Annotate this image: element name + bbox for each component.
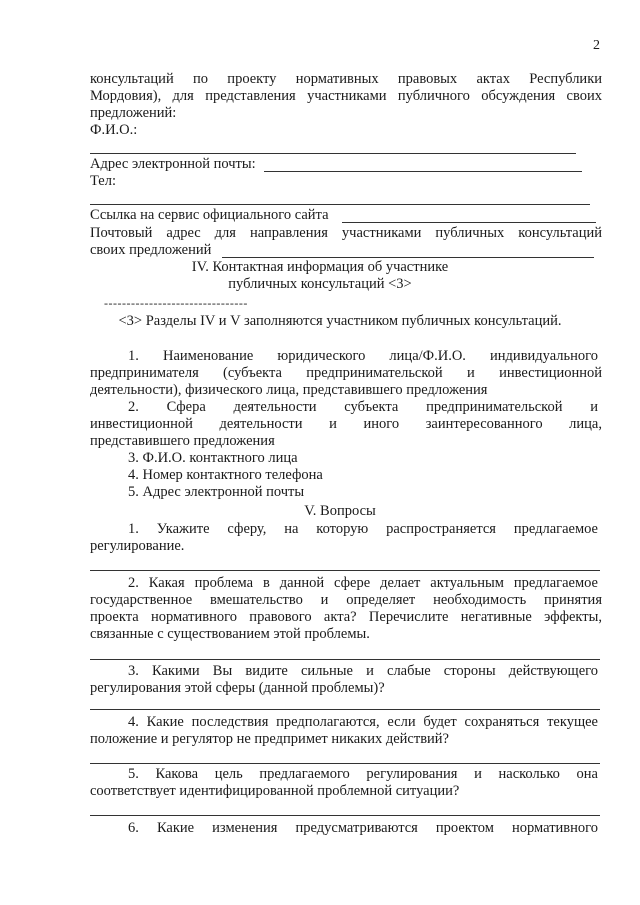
question: 3. Какими Вы видите сильные и слабые стороны действующего	[128, 663, 598, 679]
list-item: деятельности), физического лица, представившего предложения	[90, 382, 488, 398]
question: положение и регулятор не предпримет никаких действий?	[90, 731, 449, 747]
postal-label: Почтовый адрес для направления участниками публичных консультаций	[90, 225, 602, 241]
email-blank-line	[264, 171, 582, 172]
section-5-title: V. Вопросы	[304, 503, 376, 519]
answer-blank-line	[90, 709, 600, 710]
answer-blank-line	[90, 570, 600, 571]
answer-blank-line	[90, 763, 600, 764]
question: 1. Укажите сферу, на которую распространяется предлагаемое	[128, 521, 598, 537]
page-number: 2	[593, 38, 600, 53]
section-4-title: IV. Контактная информация об участнике	[191, 259, 449, 275]
list-item: инвестиционной деятельности и иного заинтересованного лица,	[90, 416, 602, 432]
section-4-title: публичных консультаций <3>	[228, 276, 412, 292]
list-item: предпринимателя (субъекта предпринимательской и инвестиционной	[90, 365, 602, 381]
phone-label: Тел:	[90, 173, 117, 189]
list-item: 2. Сфера деятельности субъекта предпринимательской и	[128, 399, 598, 415]
fio-label: Ф.И.О.:	[90, 122, 138, 138]
question: 5. Какова цель предлагаемого регулирования и насколько она	[128, 766, 598, 782]
question: регулирование.	[90, 538, 185, 554]
postal-label: своих предложений	[90, 242, 212, 258]
question: государственное вмешательство и определяет необходимость принятия	[90, 592, 602, 608]
site-link-blank-line	[342, 222, 596, 223]
question: 6. Какие изменения предусматриваются проектом нормативного	[128, 820, 598, 836]
question: проекта нормативного правового акта? Перечислите негативные эффекты,	[90, 609, 602, 625]
question: связанные с существованием этой проблемы.	[90, 626, 370, 642]
answer-blank-line	[90, 659, 600, 660]
list-item: 3. Ф.И.О. контактного лица	[128, 450, 298, 466]
list-item: 1. Наименование юридического лица/Ф.И.О. индивидуального	[128, 348, 598, 364]
intro-line: Мордовия), для представления участниками публичного обсуждения своих	[90, 88, 602, 104]
postal-blank-line	[222, 257, 594, 258]
intro-line: предложений:	[90, 105, 177, 121]
question: соответствует идентифицированной проблемной ситуации?	[90, 783, 460, 799]
phone-blank-line	[90, 204, 590, 205]
list-item: представившего предложения	[90, 433, 275, 449]
email-label: Адрес электронной почты:	[90, 156, 256, 172]
fio-blank-line	[90, 153, 576, 154]
footnote-separator: --------------------------------	[104, 296, 248, 310]
list-item: 4. Номер контактного телефона	[128, 467, 323, 483]
question: регулирования этой сферы (данной проблемы)?	[90, 680, 385, 696]
list-item: 5. Адрес электронной почты	[128, 484, 305, 500]
site-link-label: Ссылка на сервис официального сайта	[90, 207, 329, 223]
question: 4. Какие последствия предполагаются, если будет сохраняться текущее	[128, 714, 598, 730]
intro-line: консультаций по проекту нормативных правовых актах Республики	[90, 71, 602, 87]
footnote-text: <3> Разделы IV и V заполняются участником публичных консультаций.	[118, 313, 562, 329]
answer-blank-line	[90, 815, 600, 816]
question: 2. Какая проблема в данной сфере делает актуальным предлагаемое	[128, 575, 598, 591]
